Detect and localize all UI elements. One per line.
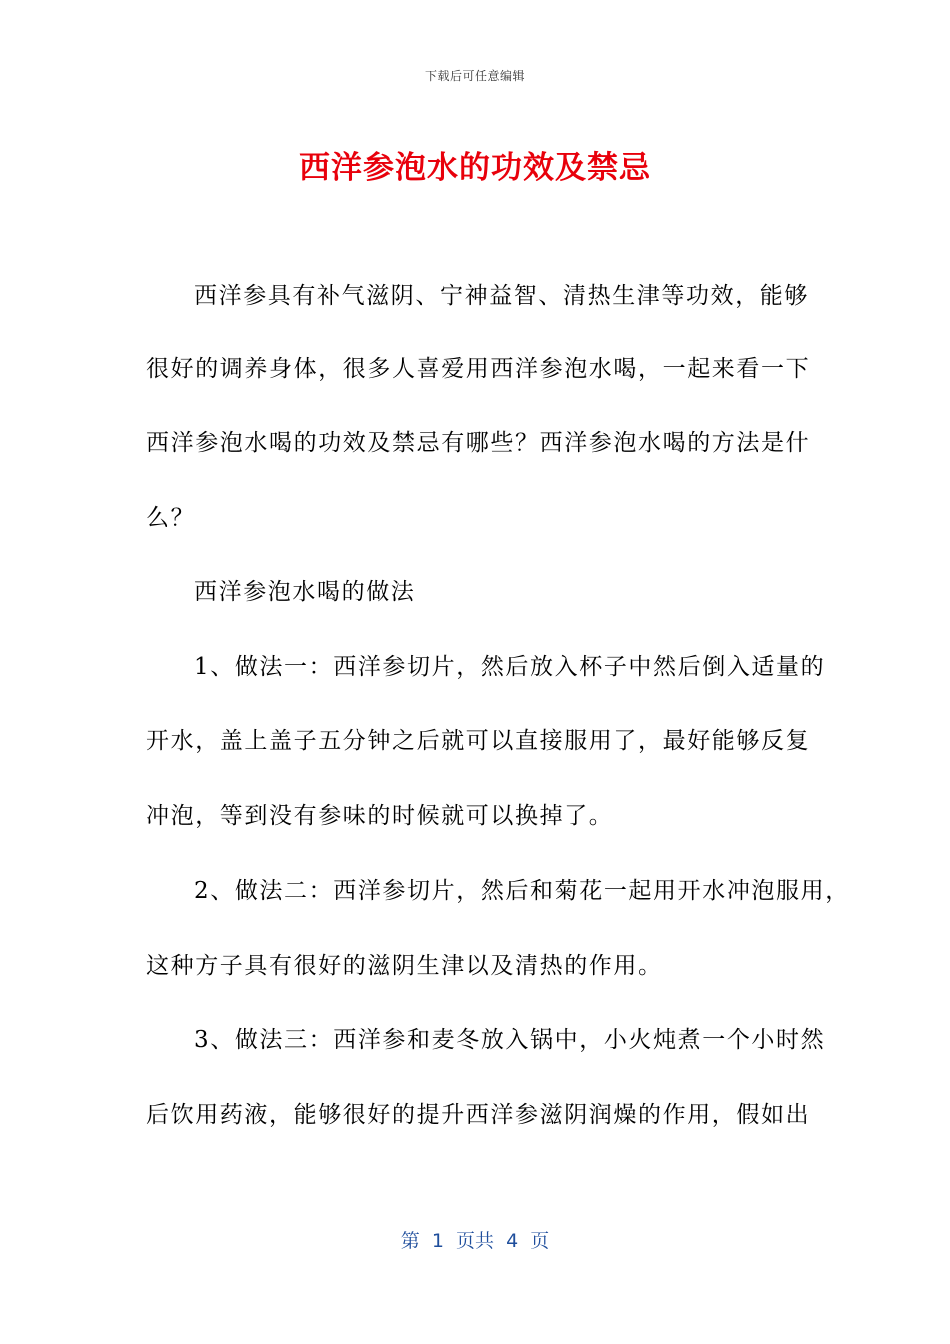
- paragraph-line: 冲泡，等到没有参味的时候就可以换掉了。: [146, 803, 614, 829]
- section-heading: 西洋参泡水喝的做法: [194, 579, 416, 605]
- paragraph-line: 很好的调养身体，很多人喜爱用西洋参泡水喝，一起来看一下: [146, 356, 811, 382]
- paragraph-line: 西洋参泡水喝的功效及禁忌有哪些？西洋参泡水喝的方法是什: [146, 430, 811, 456]
- page-footer: 第 1 页共 4 页: [400, 1230, 550, 1252]
- paragraph-line: 1、做法一：西洋参切片，然后放入杯子中然后倒入适量的: [194, 654, 826, 680]
- paragraph-line: 2、做法二：西洋参切片，然后和菊花一起用开水冲泡服用，: [194, 878, 850, 904]
- paragraph-line: 后饮用药液，能够很好的提升西洋参滋阴润燥的作用，假如出: [146, 1102, 811, 1128]
- paragraph-line: 这种方子具有很好的滋阴生津以及清热的作用。: [146, 953, 663, 979]
- header-note: 下载后可任意编辑: [424, 69, 525, 83]
- paragraph-line: 么？: [146, 505, 196, 531]
- paragraph-line: 3、做法三：西洋参和麦冬放入锅中，小火炖煮一个小时然: [194, 1027, 826, 1053]
- paragraph-line: 西洋参具有补气滋阴、宁神益智、清热生津等功效，能够: [194, 283, 809, 309]
- document-title: 西洋参泡水的功效及禁忌: [299, 150, 651, 186]
- paragraph-line: 开水，盖上盖子五分钟之后就可以直接服用了，最好能够反复: [146, 728, 811, 754]
